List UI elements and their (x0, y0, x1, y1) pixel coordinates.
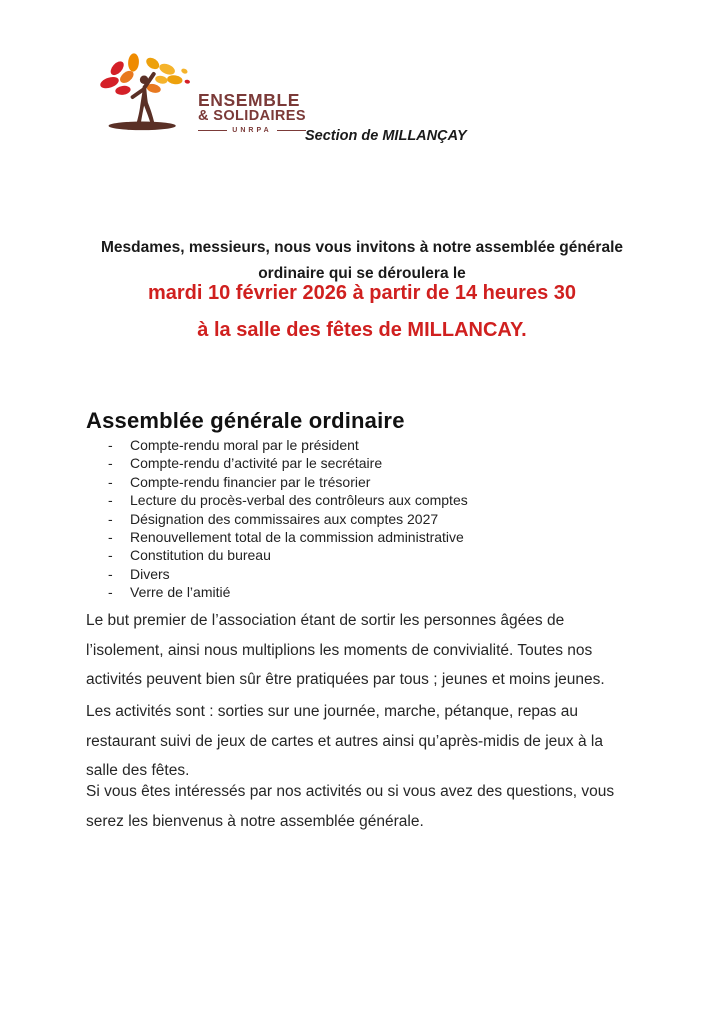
org-name-line3 (198, 127, 306, 134)
unrpa-rule-left (198, 130, 227, 131)
agenda-item (108, 473, 468, 491)
meeting-date-line: mardi 10 février 2026 à partir de 14 heures 30 (147, 282, 577, 304)
agenda-item-label: Désignation des commissaires aux comptes 2027 (130, 510, 439, 527)
meeting-place-line: à la salle des fêtes de MILLANCAY. (197, 319, 527, 341)
agenda-title: Assemblée générale ordinaire (86, 407, 405, 433)
org-name-line1: ENSEMBLE (198, 90, 301, 110)
agenda-item (108, 454, 468, 472)
agenda-item-label: Lecture du procès-verbal des contrôleurs aux comptes (130, 492, 468, 509)
agenda-item (108, 528, 468, 546)
dash-bullet: - (108, 547, 113, 564)
dash-bullet: - (108, 473, 113, 490)
org-name-line2: & SOLIDAIRES (198, 108, 306, 124)
dash-bullet: - (108, 437, 113, 453)
org-name (198, 91, 306, 146)
dash-bullet: - (108, 510, 113, 527)
agenda-item (108, 436, 468, 454)
agenda-item-label: Compte-rendu d’activité par le secrétaire (130, 455, 383, 472)
dash-bullet: - (108, 492, 113, 509)
org-name-unrpa: UNRPA (232, 127, 272, 134)
body-paragraph-welcome: Si vous êtes intéressés par nos activités ou si vous avez des questions, vous serez les bienvenus à notre assemblée générale. (86, 783, 615, 830)
dash-bullet: - (108, 529, 113, 546)
agenda-item (108, 583, 468, 601)
agenda-item (108, 491, 468, 509)
section-label: Section de MILLANÇAY (305, 128, 467, 144)
body-paragraph-activities: Les activités sont : sorties sur une journée, marche, pétanque, repas au restaurant suivi de jeux de cartes et autres ainsi qu’après-midis de jeux à la salle des fêtes. (86, 703, 603, 779)
unrpa-rule-right (277, 130, 306, 131)
body-paragraph-purpose: Le but premier de l’association étant de sortir les personnes âgées de l’isolement, ainsi nous multiplions les moments de convivialité. Toutes nos activités peuvent bien sûr être pratiquées par tous ; jeunes et moins jeunes. (86, 612, 605, 688)
agenda-item-label: Divers (130, 565, 170, 582)
agenda-item-label: Constitution du bureau (130, 547, 271, 564)
dash-bullet: - (108, 455, 113, 472)
agenda-item (108, 510, 468, 528)
agenda-item (108, 546, 468, 564)
tree-figure-icon (98, 50, 194, 146)
agenda-item-label: Compte-rendu moral par le président (130, 437, 359, 453)
agenda-item-label: Verre de l’amitié (130, 584, 231, 601)
org-logo (98, 50, 306, 146)
agenda-list (108, 436, 468, 602)
agenda-item (108, 565, 468, 583)
agenda-item-label: Compte-rendu financier par le trésorier (130, 473, 371, 490)
dash-bullet: - (108, 584, 113, 601)
agenda-item-label: Renouvellement total de la commission administrative (130, 529, 464, 546)
dash-bullet: - (108, 565, 113, 582)
invitation-intro: Mesdames, messieurs, nous vous invitons à notre assemblée générale ordinaire qui se déroulera le (100, 238, 624, 282)
